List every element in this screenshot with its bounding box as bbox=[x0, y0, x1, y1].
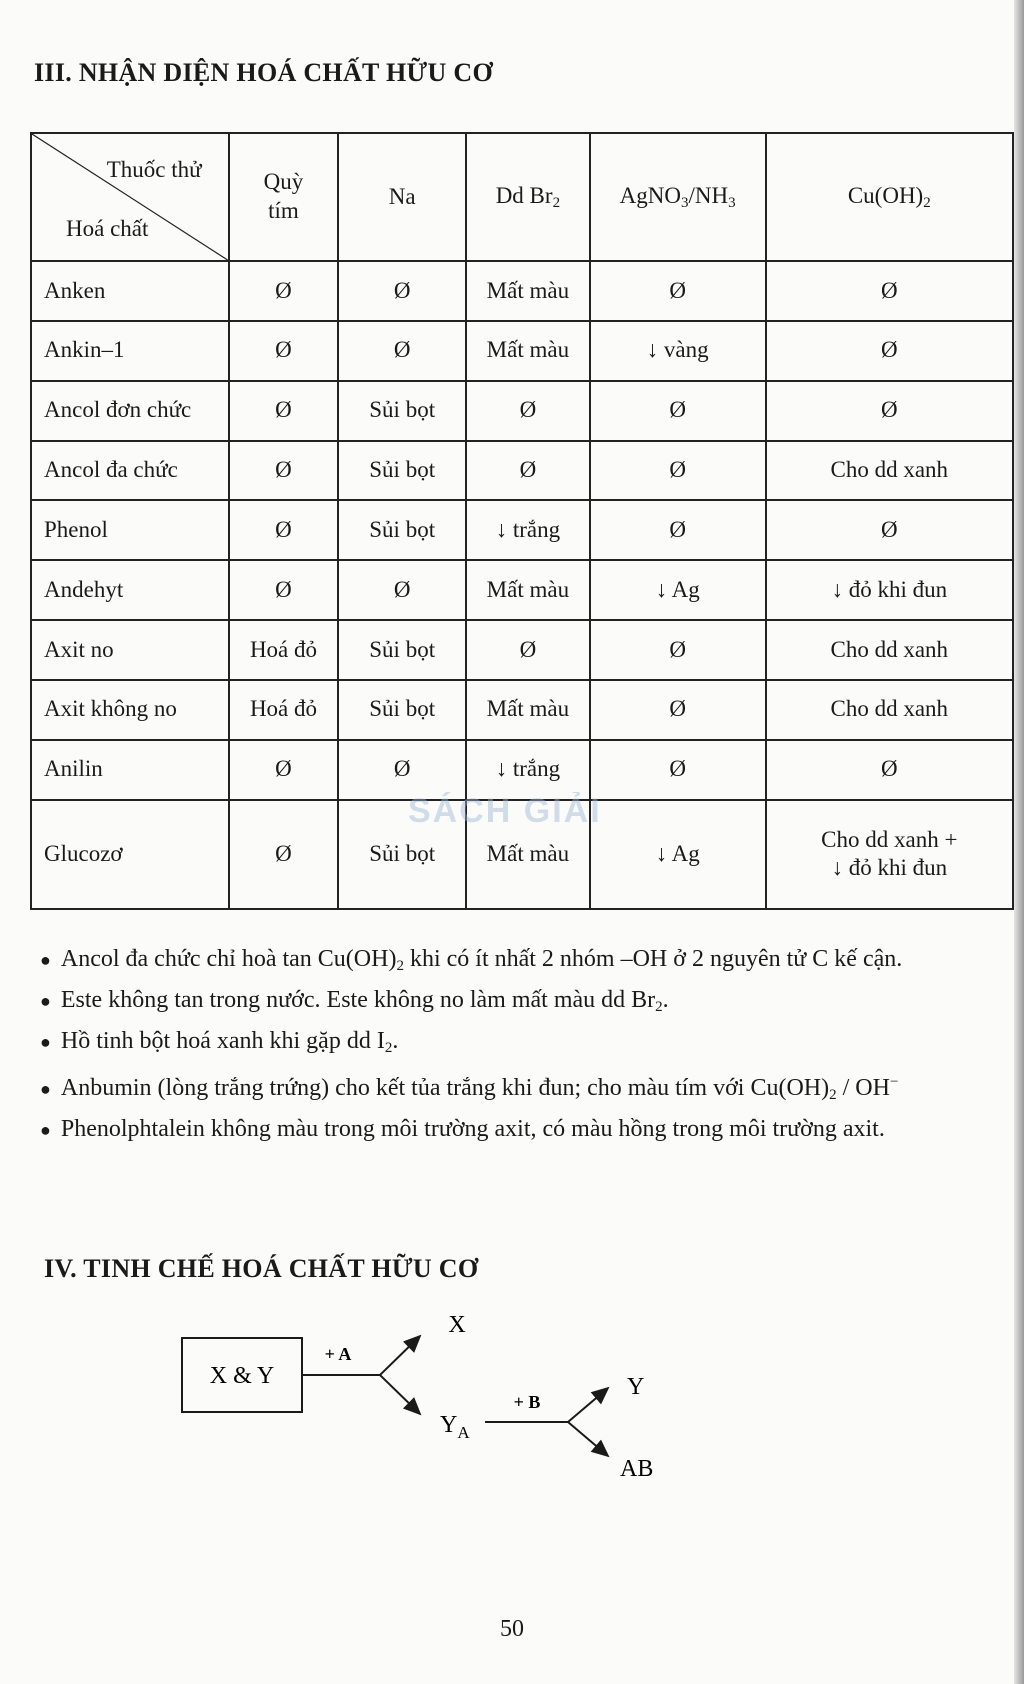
result-cell: ↓ Ag bbox=[590, 800, 766, 909]
chemical-name-cell: Anken bbox=[31, 261, 229, 321]
table-row bbox=[31, 381, 1013, 441]
corner-header-cell bbox=[31, 133, 229, 261]
result-cell: ↓ trắng bbox=[466, 740, 590, 800]
table-row bbox=[31, 500, 1013, 560]
chemical-name-cell: Anilin bbox=[31, 740, 229, 800]
purification-diagram bbox=[180, 1310, 780, 1510]
result-cell: Ø bbox=[466, 620, 590, 680]
result-cell: Sủi bọt bbox=[338, 620, 466, 680]
column-header bbox=[466, 133, 590, 261]
table-row bbox=[31, 261, 1013, 321]
result-cell: Sủi bọt bbox=[338, 441, 466, 501]
result-cell: Ø bbox=[590, 441, 766, 501]
branch-arrow-x bbox=[380, 1336, 420, 1375]
result-cell: Hoá đỏ bbox=[229, 620, 339, 680]
result-cell: Ø bbox=[590, 680, 766, 740]
result-cell: Sủi bọt bbox=[338, 500, 466, 560]
note-text: Ancol đa chức chỉ hoà tan Cu(OH) bbox=[60, 946, 397, 972]
note-item bbox=[40, 942, 970, 983]
branch-arrow-y bbox=[568, 1388, 608, 1422]
result-cell: Ø bbox=[338, 261, 466, 321]
result-cell: Cho dd xanh bbox=[766, 680, 1013, 740]
result-cell: Mất màu bbox=[466, 680, 590, 740]
note-text: Phenolphtalein không màu trong môi trường axit, có màu hồng trong môi trường axit. bbox=[60, 1116, 885, 1142]
result-cell: Mất màu bbox=[466, 560, 590, 620]
mixture-label: X & Y bbox=[209, 1363, 275, 1389]
result-cell: ↓ vàng bbox=[590, 321, 766, 381]
result-cell: Ø bbox=[229, 740, 339, 800]
section-4-title: IV. TINH CHẾ HOÁ CHẤT HỮU CƠ bbox=[44, 1254, 479, 1283]
column-header-text: AgNO bbox=[619, 182, 682, 208]
corner-chemical-label: Hoá chất bbox=[66, 216, 149, 242]
intermediate-subscript: A bbox=[457, 1423, 470, 1442]
note-text: Hồ tinh bột hoá xanh khi gặp dd I bbox=[60, 1028, 385, 1054]
result-cell: ↓ Ag bbox=[590, 560, 766, 620]
result-cell: Ø bbox=[229, 800, 339, 909]
result-cell: Ø bbox=[590, 620, 766, 680]
result-cell: Ø bbox=[229, 381, 339, 441]
note-text: / OH bbox=[836, 1075, 890, 1101]
chemical-name-cell: Ankin–1 bbox=[31, 321, 229, 381]
note-text: Anbumin (lòng trắng trứng) cho kết tủa trắng khi đun; cho màu tím với Cu(OH) bbox=[60, 1075, 830, 1101]
result-cell: Ø bbox=[229, 500, 339, 560]
result-cell: Ø bbox=[590, 500, 766, 560]
result-cell: Hoá đỏ bbox=[229, 680, 339, 740]
result-cell: Ø bbox=[229, 441, 339, 501]
result-cell: ↓ đỏ khi đun bbox=[766, 560, 1013, 620]
result-cell: Ø bbox=[766, 261, 1013, 321]
column-header-text: Na bbox=[388, 183, 416, 209]
note-text: . bbox=[662, 987, 669, 1013]
result-cell: Ø bbox=[466, 381, 590, 441]
column-header-text: Quỳ tím bbox=[263, 169, 304, 223]
note-item bbox=[40, 1112, 970, 1153]
chemical-name-cell: Phenol bbox=[31, 500, 229, 560]
result-cell: Ø bbox=[338, 560, 466, 620]
column-header-subscript: 2 bbox=[552, 194, 561, 211]
note-subscript: 2 bbox=[384, 1040, 393, 1056]
table-row bbox=[31, 321, 1013, 381]
result-cell: Ø bbox=[338, 740, 466, 800]
table-row bbox=[31, 560, 1013, 620]
reagent-b-label: + B bbox=[513, 1392, 541, 1412]
note-subscript: 2 bbox=[396, 958, 404, 974]
chemical-name-cell: Glucozơ bbox=[31, 800, 229, 909]
branch-arrow-ya bbox=[380, 1375, 420, 1414]
bullet-icon: ● bbox=[40, 950, 51, 970]
note-text: Este không tan trong nước. Este không no làm mất màu dd Br bbox=[60, 987, 656, 1013]
result-cell: Cho dd xanh bbox=[766, 620, 1013, 680]
result-cell: Cho dd xanh bbox=[766, 441, 1013, 501]
note-item bbox=[40, 1065, 970, 1112]
product-y-label: Y bbox=[627, 1374, 645, 1400]
result-cell: Sủi bọt bbox=[338, 680, 466, 740]
result-cell: Ø bbox=[766, 321, 1013, 381]
result-cell: Ø bbox=[338, 321, 466, 381]
note-subscript: − bbox=[889, 1074, 899, 1090]
column-header-text-tail: /NH bbox=[688, 182, 729, 208]
note-item bbox=[40, 1024, 970, 1065]
result-cell: Ø bbox=[229, 321, 339, 381]
chemical-name-cell: Ancol đơn chức bbox=[31, 381, 229, 441]
table-row bbox=[31, 680, 1013, 740]
result-cell: Sủi bọt bbox=[338, 800, 466, 909]
column-header-subscript: 3 bbox=[681, 194, 689, 211]
table-row bbox=[31, 620, 1013, 680]
column-header bbox=[766, 133, 1013, 261]
result-cell: Mất màu bbox=[466, 261, 590, 321]
page-number: 50 bbox=[500, 1616, 524, 1642]
table-header-row bbox=[31, 133, 1013, 261]
column-header-text: Dd Br bbox=[495, 182, 553, 208]
column-header-text: Cu(OH) bbox=[847, 182, 924, 208]
bullet-icon: ● bbox=[40, 1120, 51, 1140]
table-row bbox=[31, 441, 1013, 501]
column-header-subscript: 3 bbox=[728, 194, 736, 211]
result-cell: Ø bbox=[590, 261, 766, 321]
chemical-name-cell: Andehyt bbox=[31, 560, 229, 620]
notes-list bbox=[40, 942, 970, 1153]
table-row bbox=[31, 740, 1013, 800]
chemical-name-cell: Axit không no bbox=[31, 680, 229, 740]
result-cell: Mất màu bbox=[466, 800, 590, 909]
column-header-subscript: 2 bbox=[923, 194, 931, 211]
note-text: . bbox=[392, 1028, 399, 1054]
intermediate-label bbox=[440, 1412, 470, 1442]
product-x-label: X bbox=[448, 1312, 466, 1338]
result-cell: Ø bbox=[766, 740, 1013, 800]
note-subscript: 2 bbox=[829, 1087, 837, 1103]
product-ab-label: AB bbox=[620, 1456, 654, 1482]
result-cell: Sủi bọt bbox=[338, 381, 466, 441]
result-cell: Ø bbox=[590, 740, 766, 800]
column-header bbox=[590, 133, 766, 261]
branch-arrow-ab bbox=[568, 1422, 608, 1456]
bullet-icon: ● bbox=[40, 991, 51, 1011]
result-cell: Ø bbox=[766, 381, 1013, 441]
reagent-a-label: + A bbox=[324, 1344, 352, 1364]
page-edge-shadow bbox=[1014, 0, 1024, 1684]
result-cell: Cho dd xanh + ↓ đỏ khi đun bbox=[766, 800, 1013, 909]
section-3-title: III. NHẬN DIỆN HOÁ CHẤT HỮU CƠ bbox=[34, 58, 493, 87]
result-cell: Ø bbox=[229, 560, 339, 620]
watermark-logo: SÁCH GIẢI bbox=[408, 792, 602, 830]
column-header bbox=[229, 133, 339, 261]
bullet-icon: ● bbox=[40, 1079, 51, 1099]
result-cell: ↓ trắng bbox=[466, 500, 590, 560]
chemical-name-cell: Axit no bbox=[31, 620, 229, 680]
result-cell: Mất màu bbox=[466, 321, 590, 381]
result-cell: Ø bbox=[590, 381, 766, 441]
bullet-icon: ● bbox=[40, 1032, 51, 1052]
note-text: khi có ít nhất 2 nhóm –OH ở 2 nguyên tử C kế cận. bbox=[403, 946, 903, 972]
result-cell: Ø bbox=[766, 500, 1013, 560]
corner-reagent-label: Thuốc thử bbox=[106, 157, 202, 182]
note-item bbox=[40, 983, 970, 1024]
chemical-name-cell: Ancol đa chức bbox=[31, 441, 229, 501]
column-header bbox=[338, 133, 466, 261]
result-cell: Ø bbox=[466, 441, 590, 501]
result-cell: Ø bbox=[229, 261, 339, 321]
note-subscript: 2 bbox=[655, 999, 663, 1015]
intermediate-main: Y bbox=[440, 1412, 458, 1438]
